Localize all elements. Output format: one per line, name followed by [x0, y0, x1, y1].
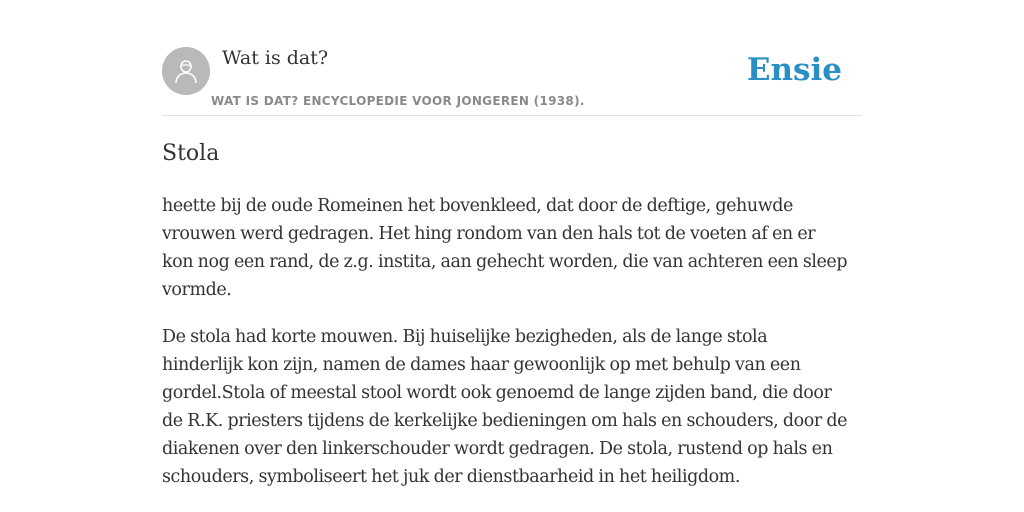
text-line: heette bij de oude Romeinen het bovenkleed, dat door de deftige, gehuwde [162, 196, 793, 216]
entry-title: Stola [162, 141, 220, 166]
user-avatar-icon[interactable] [162, 47, 210, 95]
text-line: kon nog een rand, de z.g. instita, aan gehecht worden, die van achteren een sleep [162, 252, 848, 272]
text-line: hinderlijk kon zijn, namen de dames haar gewoonlijk op met behulp van een [162, 355, 801, 375]
text-line: schouders, symboliseert het juk der dienstbaarheid in het heiligdom. [162, 467, 740, 487]
text-line: vrouwen werd gedragen. Het hing rondom van den hals tot de voeten af en er [162, 224, 816, 244]
text-line: De stola had korte mouwen. Bij huiselijke bezigheden, als de lange stola [162, 327, 768, 347]
paragraph [162, 323, 862, 491]
text-line: vormde. [162, 280, 232, 300]
entry-body [162, 192, 862, 510]
text-line: diakenen over den linkerschouder wordt gedragen. De stola, rustend op hals en [162, 439, 833, 459]
text-line: de R.K. priesters tijdens de kerkelijke bedieningen om hals en schouders, door de [162, 411, 848, 431]
brand-logo[interactable]: Ensie [746, 52, 842, 88]
source-subtitle[interactable]: WAT IS DAT? ENCYCLOPEDIE VOOR JONGEREN (1938). [211, 94, 585, 108]
paragraph [162, 192, 862, 304]
text-line: gordel.Stola of meestal stool wordt ook genoemd de lange zijden band, die door [162, 383, 832, 403]
source-title[interactable]: Wat is dat? [222, 47, 329, 69]
source-header [162, 40, 862, 116]
